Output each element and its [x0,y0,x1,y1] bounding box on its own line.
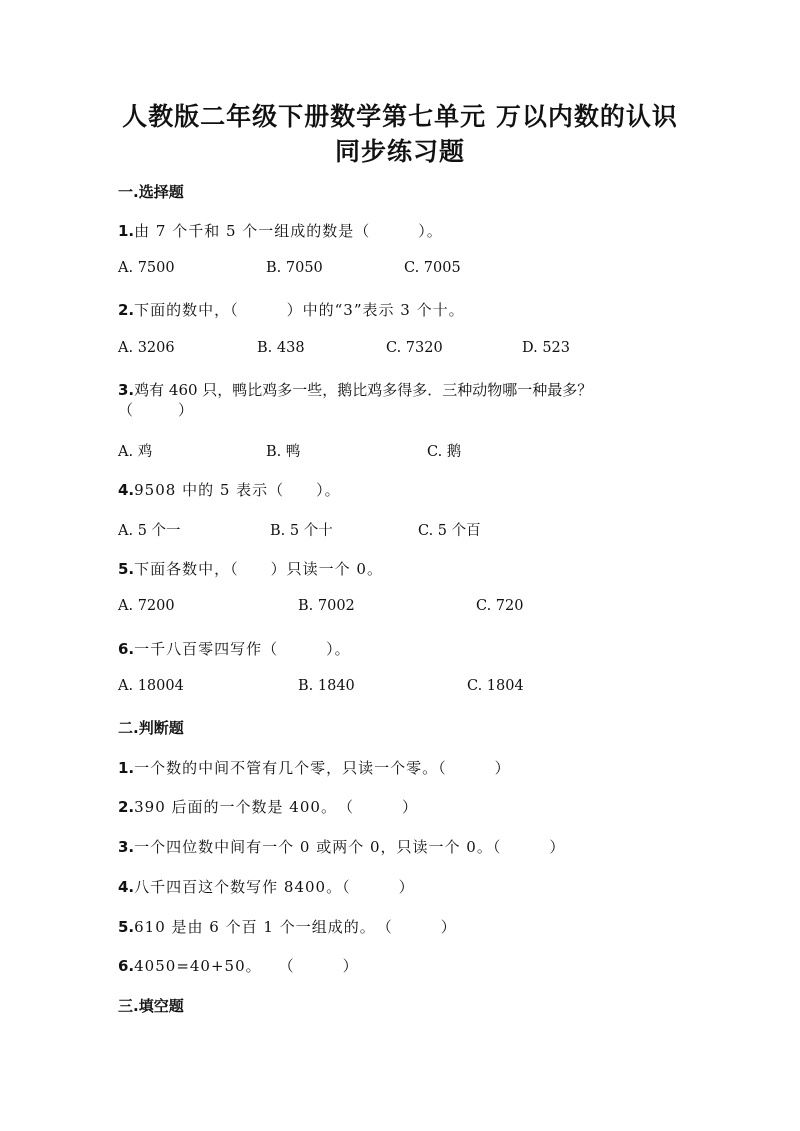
question-text: 9508 中的 5 表示（ ）。 [134,481,341,499]
question-text: 八千四百这个数写作 8400。（ ） [134,878,415,896]
choice-question-2 [118,299,465,320]
choice-question-5 [118,558,383,579]
choice-3-option-c: C. 鹅 [427,444,462,460]
choice-question-1 [118,220,443,241]
choice-1-option-b: B. 7050 [266,260,323,276]
question-number: 4. [118,878,135,896]
choice-1-option-a: A. 7500 [118,260,175,276]
question-number: 1. [118,759,135,777]
choice-4-option-a: A. 5 个一 [118,523,181,539]
question-text: 610 是由 6 个百 1 个一组成的。 （ ） [134,918,457,936]
section-heading-fill: 三.填空题 [118,997,184,1015]
judge-question-5 [118,916,457,937]
judge-question-2 [118,796,418,817]
question-text: 4050=40+50。 （ ） [134,957,359,975]
choice-6-option-c: C. 1804 [467,678,524,694]
question-text: 一个数的中间不管有几个零，只读一个零。（ ） [134,759,511,777]
choice-5-option-c: C. 720 [476,598,524,614]
choice-question-4 [118,479,341,500]
choice-question-6 [118,638,351,659]
question-number: 3. [118,838,135,856]
page-title: 人教版二年级下册数学第七单元 万以内数的认识 [122,102,678,131]
question-text: 由 7 个千和 5 个一组成的数是（ ）。 [134,222,443,240]
page-subtitle: 同步练习题 [334,137,465,166]
choice-5-option-a: A. 7200 [118,598,175,614]
section-heading-judge: 二.判断题 [118,719,184,737]
choice-3-option-a: A. 鸡 [118,444,153,460]
choice-4-option-c: C. 5 个百 [418,523,481,539]
section-heading-choice: 一.选择题 [118,183,184,201]
judge-question-1 [118,757,511,778]
question-number: 6. [118,957,135,975]
choice-6-option-b: B. 1840 [298,678,355,694]
judge-question-3 [118,836,565,857]
question-number: 6. [118,640,135,658]
choice-2-option-a: A. 3206 [118,340,175,356]
question-number: 2. [118,798,135,816]
choice-6-option-a: A. 18004 [118,678,184,694]
choice-4-option-b: B. 5 个十 [270,523,333,539]
question-text: 下面的数中，（ ）中的“3”表示 3 个十。 [134,301,465,319]
choice-2-option-b: B. 438 [257,340,305,356]
choice-1-option-c: C. 7005 [404,260,461,276]
question-number: 1. [118,222,135,240]
question-text: 390 后面的一个数是 400。 （ ） [134,798,418,816]
question-number: 2. [118,301,135,319]
question-number: 5. [118,918,135,936]
question-number: 5. [118,560,135,578]
judge-question-4 [118,876,415,897]
judge-question-6 [118,955,359,976]
question-text: 鸡有 460 只，鸭比鸡多一些，鹅比鸡多得多．三种动物哪一种最多？（ ） [118,381,593,419]
question-number: 3. [118,381,135,399]
choice-2-option-c: C. 7320 [386,340,443,356]
choice-5-option-b: B. 7002 [298,598,355,614]
choice-3-option-b: B. 鸭 [266,444,301,460]
question-text: 一千八百零四写作（ ）。 [134,640,351,658]
question-number: 4. [118,481,135,499]
choice-question-3 [118,380,658,420]
choice-2-option-d: D. 523 [522,340,571,356]
question-text: 下面各数中，（ ）只读一个 0。 [134,560,383,578]
question-text: 一个四位数中间有一个 0 或两个 0，只读一个 0。（ ） [134,838,566,856]
